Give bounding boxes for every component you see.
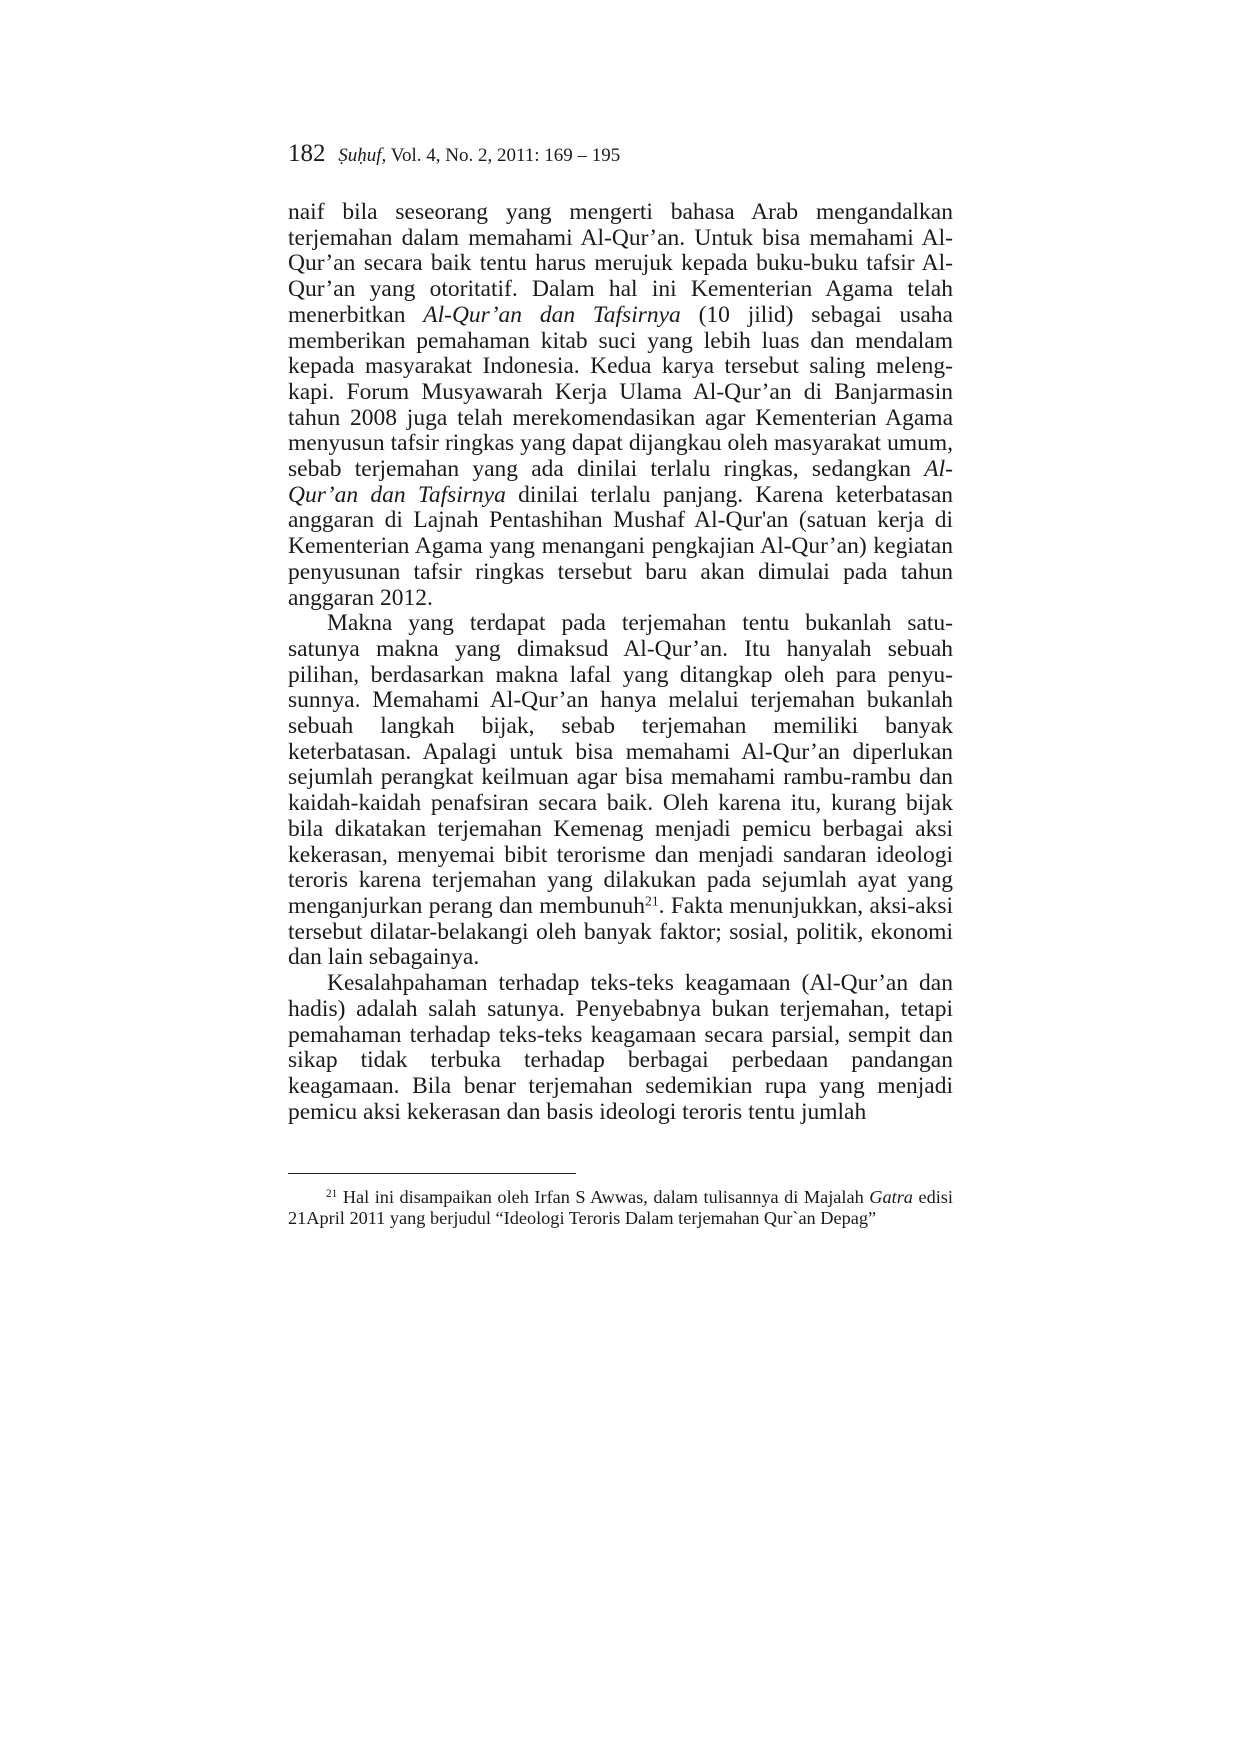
journal-citation: , Vol. 4, No. 2, 2011: 169 – 195 xyxy=(381,145,621,166)
footnote-divider xyxy=(288,1173,576,1174)
footnote-number: 21 xyxy=(326,1187,338,1200)
footnote-21 xyxy=(288,1187,953,1228)
footnote xyxy=(288,1187,953,1228)
book-title: Al-Qur’an dan Tafsirnya xyxy=(423,301,681,328)
page-number: 182 xyxy=(288,140,326,167)
paragraph-2-text-a: Makna yang terdapat pada terjemahan tentu bukanlah satu-satunya makna yang dimaksud Al-Qur’an. Itu hanyalah sebuah pilihan, berdasarkan makna lafal yang ditangkap oleh para penyusunnya. Memahami Al-Qur’an hanya melalui terjemahan bukanlah sebuah langkah bijak, sebab terjemahan memiliki banyak keterbatasan. Apalagi untuk bisa memahami Al-Qur’an diperlukan sejumlah perangkat keilmuan agar bisa memahami rambu-rambu dan kaidah-kaidah penafsiran secara baik. Oleh karena itu, kurang bijak bila dikatakan terjemahan Kemenag menjadi pemicu berbagai aksi kekerasan, menyemai bibit terorisme dan menjadi sandaran ideologi teroris karena terjemahan yang dilakukan pada sejumlah ayat yang menganjurkan perang dan membunuh xyxy=(288,610,953,919)
running-header xyxy=(288,140,620,168)
journal-name: Ṣuḥuf xyxy=(338,145,382,166)
paragraph-3: Kesalahpahaman terhadap teks-teks keagamaan (Al-Qur’an dan hadis) adalah salah satunya. Penyebabnya bukan terjemahan, tetapi pemahaman terhadap teks-teks keagamaan secara parsial, sempit dan sikap tidak terbuka terhadap berbagai perbedaan pandangan keagamaan. Bila benar terjemahan sedemikian rupa yang menjadi pemicu aksi kekerasan dan basis ideologi teroris tentu jumlah xyxy=(288,970,953,1125)
paragraph-1 xyxy=(288,200,953,611)
paragraph-1-text-c: dinilai terlalu panjang. Karena keterbatasan anggaran di Lajnah Pentashihan Mushaf Al-Qur'an (satuan kerja di Kementerian Agama yang menangani pengkajian Al-Qur’an) kegiatan penyusunan tafsir ringkas tersebut baru akan dimulai pada tahun anggaran 2012. xyxy=(288,481,953,611)
footnote-text-a: Hal ini disampaikan oleh Irfan S Awwas, dalam tulisannya di Majalah xyxy=(337,1187,870,1207)
main-text xyxy=(288,200,953,1125)
book-title: Al-Qur’an dan Tafsirnya xyxy=(288,456,953,508)
paragraph-2-text-b: . Fakta menunjukkan, aksi-aksi tersebut dilatar-belakangi oleh banyak faktor; sosial, politik, ekonomi dan lain sebagainya. xyxy=(288,892,953,971)
paragraph-2 xyxy=(288,611,953,971)
paragraph-1-text-b: (10 jilid) sebagai usaha memberikan pemahaman kitab suci yang lebih luas dan mendalam kepada masyarakat Indonesia. Kedua karya tersebut saling melengkapi. Forum Musyawarah Kerja Ulama Al-Qur’an di Banjarmasin tahun 2008 juga telah merekomendasikan agar Kementerian Agama menyusun tafsir ringkas yang dapat dijangkau oleh masyarakat umum, sebab terjemahan yang ada dinilai terlalu ringkas, sedangkan xyxy=(288,301,953,483)
paragraph-1-text-a: naif bila seseorang yang mengerti bahasa Arab mengandalkan terjemahan dalam memahami Al-Qur’an. Untuk bisa memahami Al-Qur’an secara baik tentu harus merujuk kepada buku-buku tafsir Al-Qur’an yang otoritatif. Dalam hal ini Kementerian Agama telah menerbitkan xyxy=(288,199,953,328)
magazine-name: Gatra xyxy=(869,1187,913,1207)
footnote-reference[interactable]: 21 xyxy=(645,893,659,909)
footnote-text-b: edisi 21April 2011 yang berjudul “Ideologi Teroris Dalam terjemahan Qur`an Depag” xyxy=(288,1187,953,1228)
